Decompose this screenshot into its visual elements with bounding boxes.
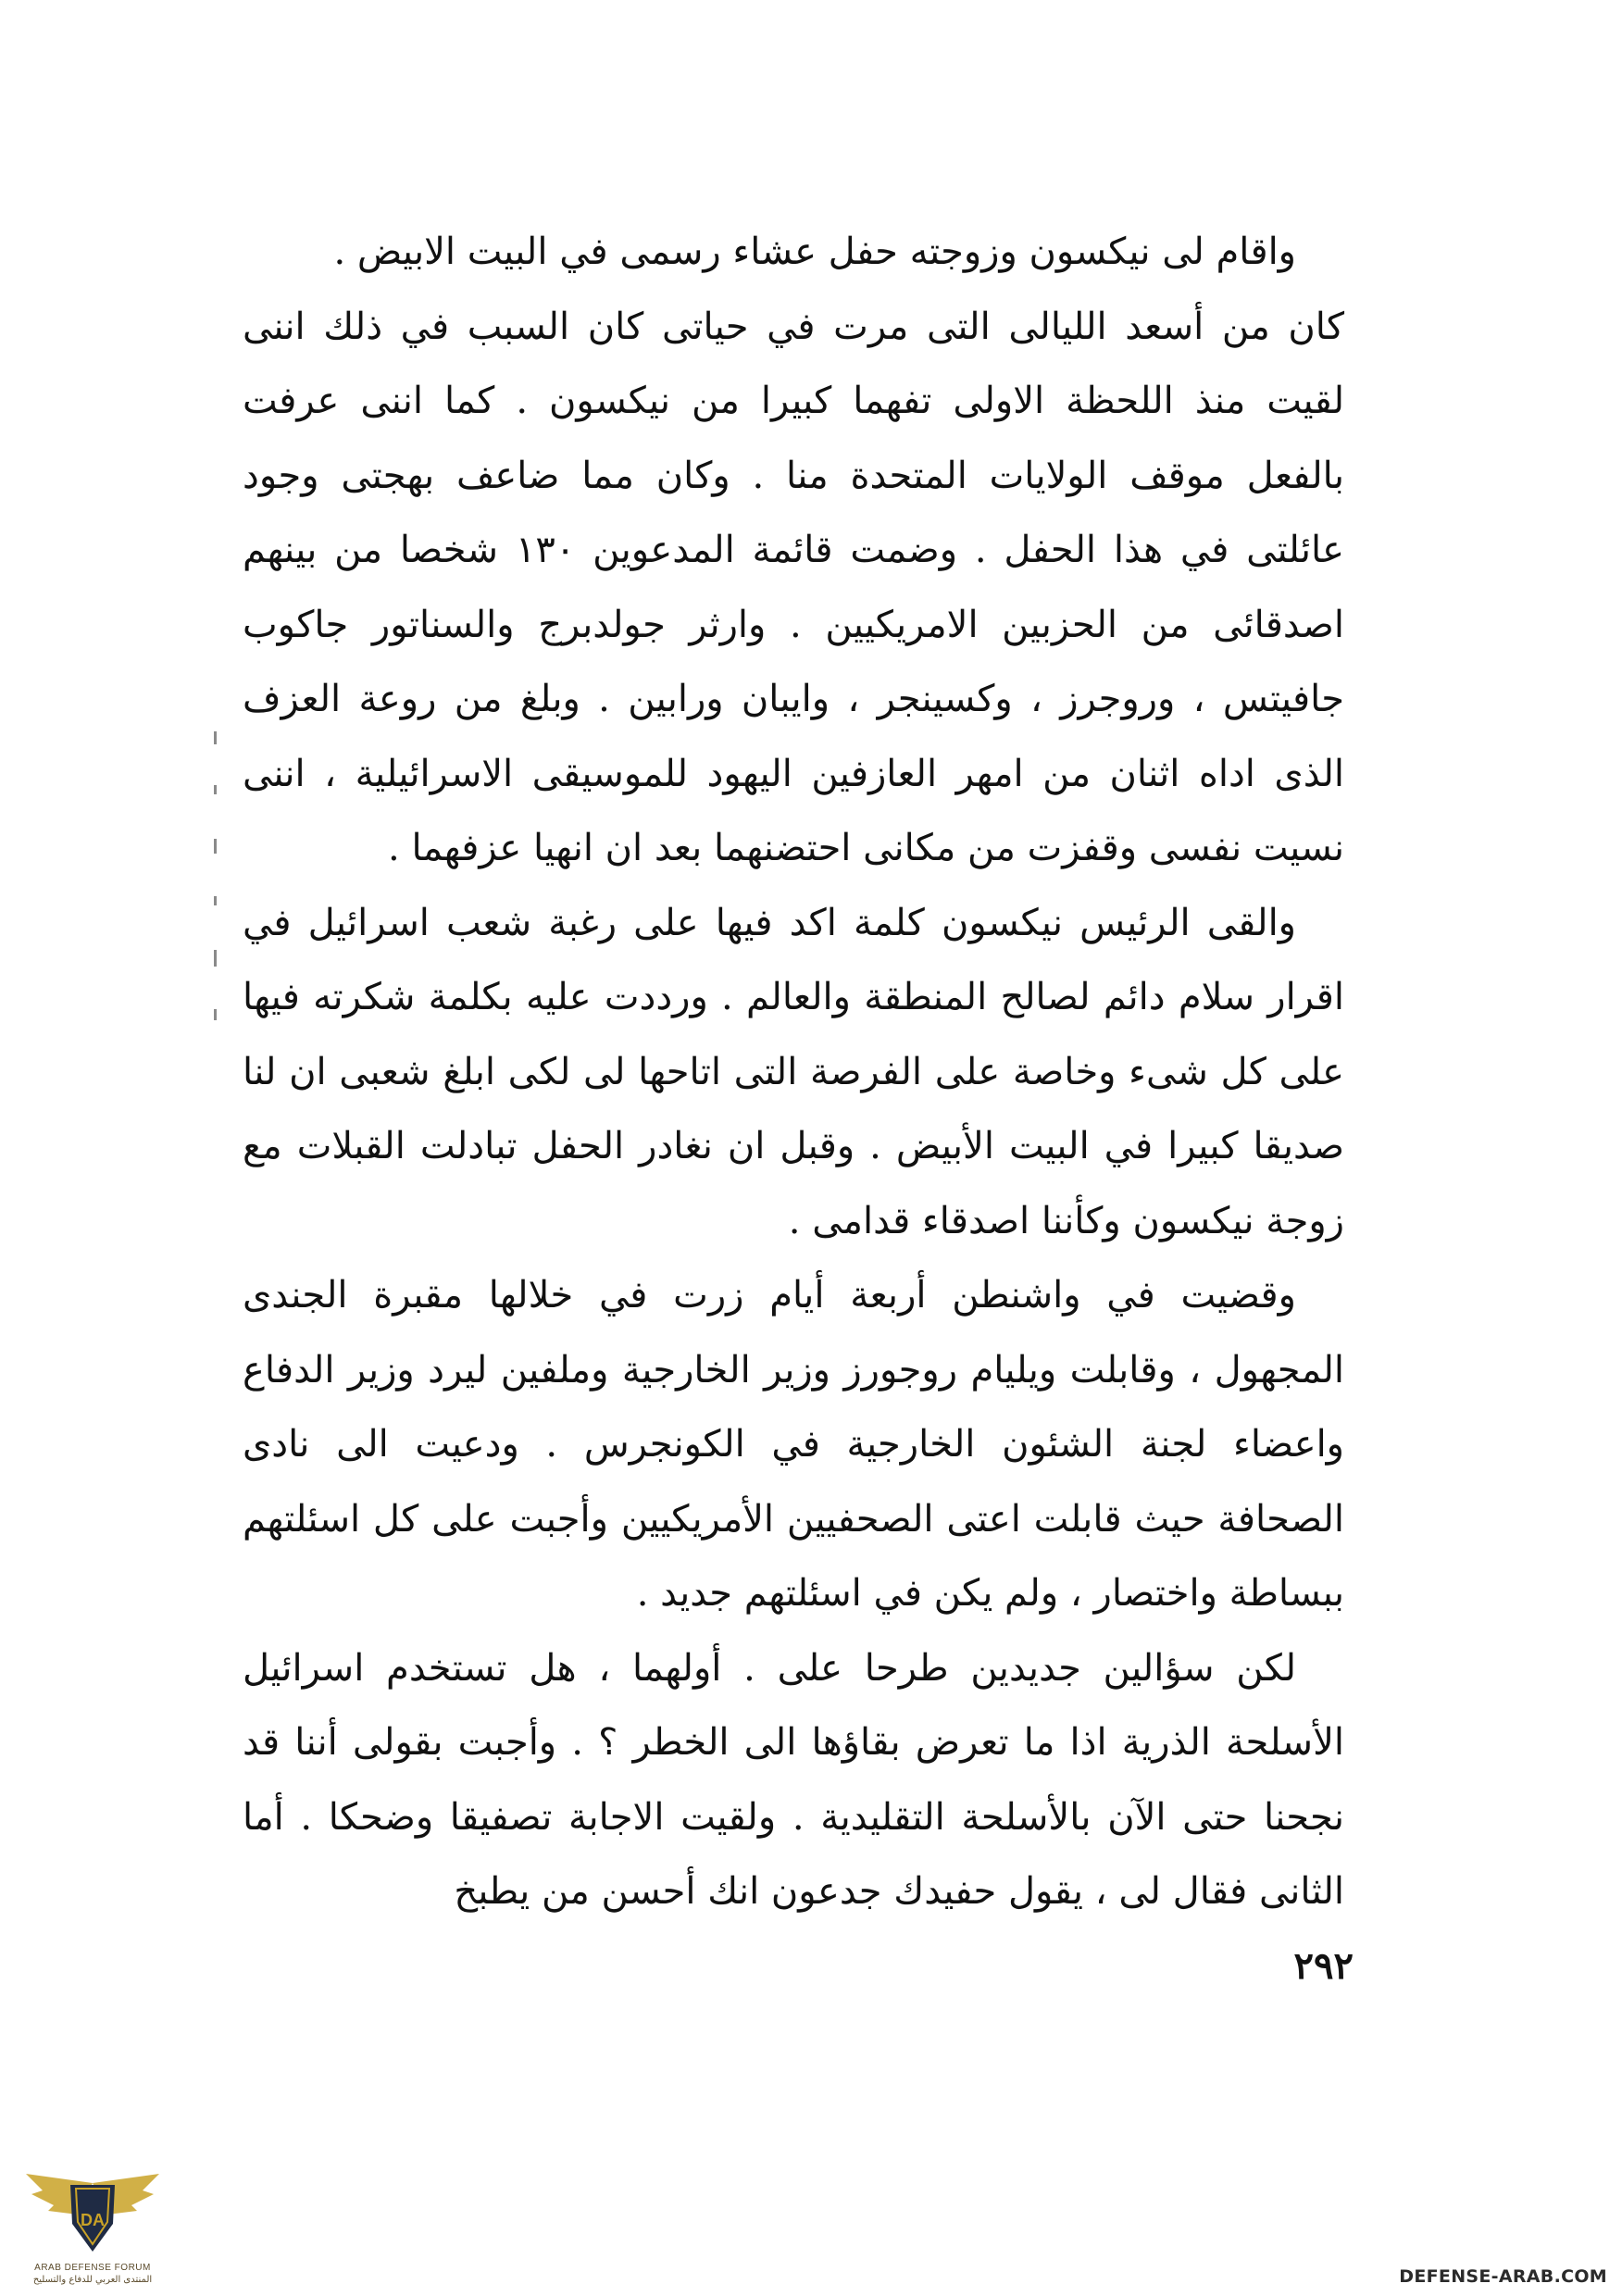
- paragraph-4: وقضيت في واشنطن أربعة أيام زرت في خلالها مقبرة الجندى المجهول ، وقابلت ويليام روجورز وزير الخارجية وملفين ليرد وزير الدفاع واعضاء لجنة الشئون الخارجية في الكونجرس . ودعيت الى نادى الصحافة حيث قابلت اعتى الصحفيين الأمريكيين وأجبت على كل اسئلتهم ببساطة واختصار ، ولم يكن في اسئلتهم جديد .: [243, 1274, 1344, 1615]
- arab-defense-forum-logo: [22, 2166, 163, 2289]
- paragraph-1: واقام لى نيكسون وزوجته حفل عشاء رسمى في البيت الابيض .: [333, 231, 1296, 273]
- page-number: ٢٩٢: [1293, 1944, 1354, 1988]
- body-text: [243, 215, 1344, 1929]
- paragraph-3: والقى الرئيس نيكسون كلمة اكد فيها على رغبة شعب اسرائيل في اقرار سلام دائم لصالح المنطقة والعالم . ورددت عليه بكلمة شكرته فيها على كل شىء وخاصة على الفرصة التى اتاحها لى لكى ابلغ شعبى ان لنا صديقا كبيرا في البيت الأبيض . وقبل ان نغادر الحفل تبادلت القبلات مع زوجة نيكسون وكأننا اصدقاء قدامى .: [243, 901, 1344, 1242]
- paragraph-2: كان من أسعد الليالى التى مرت في حياتى كان السبب في ذلك اننى لقيت منذ اللحظة الاولى تفهما كبيرا من نيكسون . كما اننى عرفت بالفعل موقف الولايات المتحدة منا . وكان مما ضاعف بهجتى وجود عائلتى في هذا الحفل . وضمت قائمة المدعوين ١٣٠ شخصا من بينهم اصدقائى من الحزبين الامريكيين . وارثر جولدبرج والسناتور جاكوب جافيتس ، وروجرز ، وكسينجر ، وايبان ورابين . وبلغ من روعة العزف الذى اداه اثنان من امهر العازفين اليهود للموسيقى الاسرائيلية ، اننى نسيت نفسى وقفزت من مكانى احتضنهما بعد ان انهيا عزفهما .: [243, 305, 1345, 869]
- scan-margin-marks: [209, 731, 222, 1046]
- logo-initials: DA: [81, 2211, 105, 2229]
- watermark-url: DEFENSE-ARAB.COM: [1399, 2266, 1607, 2287]
- logo-arabic-name: المنتدى العربي للدفاع والتسليح: [32, 2275, 153, 2285]
- paragraph-5: لكن سؤالين جديدين طرحا على . أولهما ، هل تستخدم اسرائيل الأسلحة الذرية اذا ما تعرض بقاؤها الى الخطر ؟ . وأجبت بقولى أننا قد نجحنا حتى الآن بالأسلحة التقليدية . ولقيت الاجابة تصفيقا وضحكا . أما الثانى فقال لى ، يقول حفيدك جدعون انك أحسن من يطبخ: [243, 1646, 1344, 1913]
- eagle-shield-icon: [22, 2166, 163, 2263]
- logo-name: ARAB DEFENSE FORUM: [34, 2263, 151, 2273]
